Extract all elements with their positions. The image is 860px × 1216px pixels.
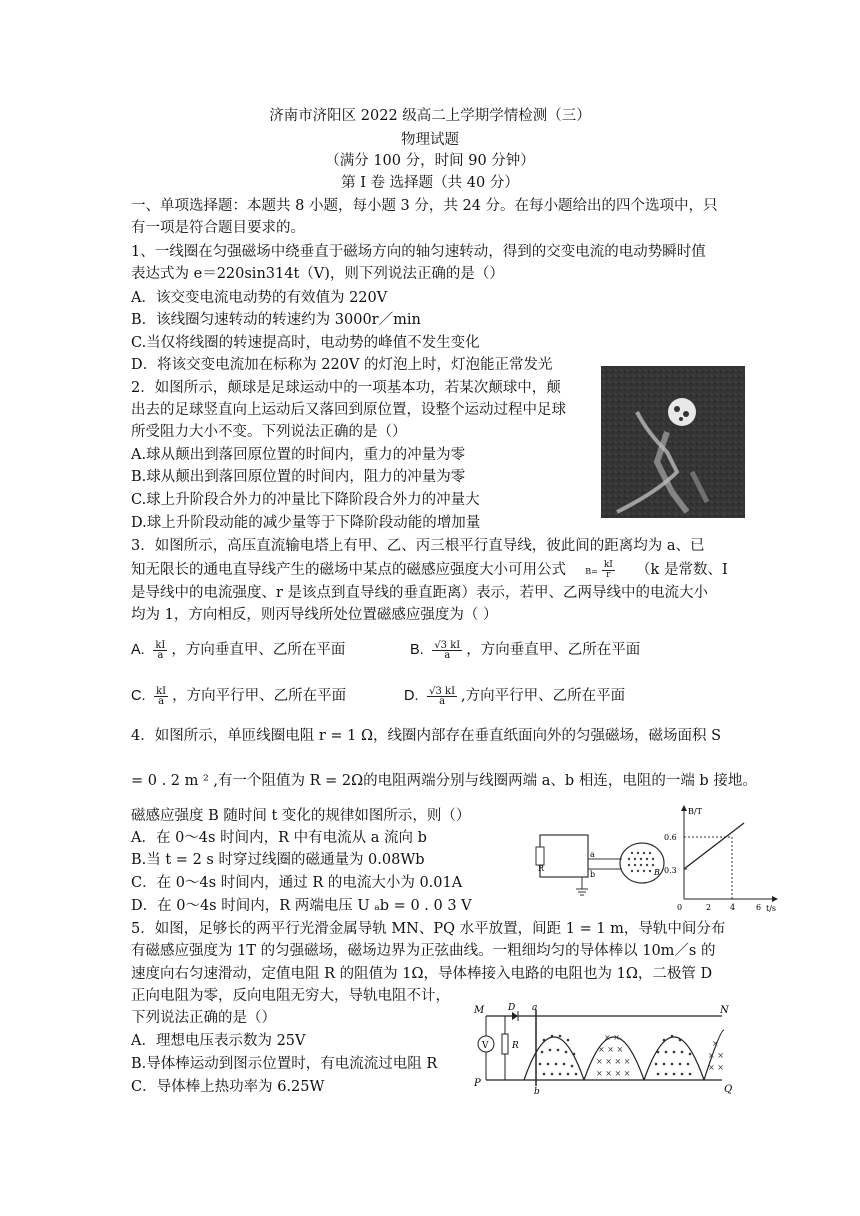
- q4-label-a: a: [590, 850, 595, 859]
- q3-stem-3: 是导线中的电流强度、r 是该点到直导线的垂直距离）表示，若甲、乙两导线中的电流大小: [131, 585, 709, 601]
- q4-label-B: B: [654, 868, 660, 877]
- formula-b: B=: [585, 567, 598, 576]
- q5-stem-5: 下列说法正确的是（）: [131, 1010, 276, 1026]
- q3-option-b: [410, 640, 640, 660]
- q3-option-b-numerator: √3 kI: [434, 639, 461, 651]
- q1-stem-1: 1、一线圈在匀强磁场中绕垂直于磁场方向的轴匀速转动，得到的交变电流的电动势瞬时值: [131, 244, 706, 260]
- q3-option-b-text: ，方向垂直甲、乙所在平面: [466, 642, 641, 658]
- svg-text:× ×: × ×: [708, 1063, 724, 1072]
- q5-label-a: a: [532, 1003, 538, 1013]
- q3-option-a-text: ，方向垂直甲、乙所在平面: [171, 642, 346, 658]
- q5-label-Q: Q: [724, 1084, 733, 1095]
- q3-option-c-text: ，方向平行甲、乙所在平面: [172, 688, 347, 704]
- q3-option-c-numerator: kI: [156, 685, 167, 697]
- q4-x-4: 4: [730, 903, 736, 912]
- q4-stem-3: 磁感应强度 B 随时间 t 变化的规律如图所示，则（）: [131, 808, 471, 824]
- q2-stem-2: 出去的足球竖直向上运动后又落回到原位置，设整个运动过程中足球: [131, 402, 566, 418]
- formula-numerator: kI: [603, 559, 613, 570]
- formula-denominator: r: [606, 569, 611, 580]
- q4-option-c: C．在 0～4s 时间内，通过 R 的电流大小为 0.01A: [131, 875, 463, 891]
- q3-option-a: [131, 640, 345, 660]
- q5-label-V: V: [482, 1041, 489, 1051]
- q3-option-a-fraction: [153, 641, 167, 660]
- q2-stem-1: 2．如图所示，颠球是足球运动中的一项基本功，若某次颠球中，颠: [131, 380, 561, 396]
- q5-rail-diagram: [472, 1000, 740, 1096]
- q3-stem-4: 均为 1，方向相反，则丙导线所处位置磁感应强度为（ ）: [131, 607, 498, 623]
- q5-stem-2: 有磁感应强度为 1T 的匀强磁场，磁场边界为正弦曲线。一粗细均匀的导体棒以 10m／s 的: [131, 943, 716, 959]
- q3-option-b-label: B.: [410, 642, 424, 658]
- q4-option-d: D．在 0～4s 时间内，R 两端电压 U ₐb = 0 . 0 3 V: [131, 898, 472, 914]
- q3-option-c: [131, 686, 346, 706]
- q3-stem-2-tail: （k 是常数、I: [636, 562, 728, 578]
- q5-option-c: C．导体棒上热功率为 6.25W: [131, 1079, 325, 1095]
- q2-option-a: A.球从颠出到落回原位置的时间内，重力的冲量为零: [131, 447, 466, 463]
- q4-circuit-and-graph: [534, 803, 784, 913]
- svg-text:× ×: × ×: [604, 1033, 620, 1042]
- q3-option-d-numerator: √3 kI: [429, 685, 456, 697]
- q3-option-d-fraction: [427, 687, 457, 706]
- q4-option-b: B.当 t = 2 s 时穿过线圈的磁通量为 0.08Wb: [131, 852, 425, 868]
- q3-option-a-label: A.: [131, 642, 145, 658]
- q5-stem-3: 速度向右匀速滑动，定值电阻 R 的阻值为 1Ω，导体棒接入电路的电阻也为 1Ω，二极管 D: [131, 966, 713, 982]
- q5-option-b: B.导体棒运动到图示位置时，有电流流过电阻 R: [131, 1056, 438, 1072]
- q3-option-b-denominator: a: [444, 649, 451, 661]
- q5-label-D: D: [508, 1003, 516, 1013]
- q4-stem-1: 4．如图所示，单匝线圈电阻 r = 1 Ω，线圈内部存在垂直纸面向外的匀强磁场，磁场面积 S: [131, 728, 722, 744]
- q1-option-c: C.当仅将线圈的转速提高时，电动势的峰值不发生变化: [131, 335, 480, 351]
- q2-option-d: D.球上升阶段动能的减少量等于下降阶段动能的增加量: [131, 515, 481, 531]
- q4-option-a: A．在 0～4s 时间内，R 中有电流从 a 流向 b: [131, 830, 427, 846]
- q3-option-c-denominator: a: [158, 695, 165, 707]
- q4-y-03: 0.3: [664, 866, 677, 875]
- svg-text:× × × ×: × × × ×: [596, 1057, 631, 1066]
- instructions-line-2: 有一项是符合题目要求的。: [131, 220, 305, 236]
- q3-option-d-label: D.: [404, 688, 419, 704]
- q3-stem-2-text: 知无限长的通电直导线产生的磁场中某点的磁感应强度大小可用公式: [131, 562, 566, 578]
- svg-text:× × × ×: × × × ×: [596, 1069, 631, 1078]
- q2-stem-3: 所受阻力大小不变。下列说法正确的是（）: [131, 424, 407, 440]
- q2-option-b: B.球从颠出到落回原位置的时间内，阻力的冲量为零: [131, 469, 466, 485]
- q3-option-d-denominator: a: [439, 695, 446, 707]
- q5-stem-1: 5．如图，足够长的两平行光滑金属导轨 MN、PQ 水平放置，间距 1 = 1 m，导轨中间分布: [131, 921, 726, 937]
- q3-option-a-denominator: a: [157, 649, 164, 661]
- q5-label-b: b: [534, 1087, 540, 1096]
- q5-option-a: A．理想电压表示数为 25V: [131, 1033, 306, 1049]
- q3-stem-2: [131, 560, 728, 582]
- q4-axis-x: t/s: [766, 904, 777, 913]
- q3-option-b-fraction: [432, 641, 462, 660]
- q3-option-d-text: ,方向平行甲、乙所在平面: [461, 688, 626, 704]
- q5-stem-4: 正向电阻为零，反向电阻无穷大，导轨电阻不计，: [131, 988, 450, 1004]
- soccer-juggling-photo: [597, 362, 749, 522]
- q5-label-P: P: [474, 1078, 481, 1089]
- section-title: 第 I 卷 选择题（共 40 分）: [341, 175, 519, 191]
- q4-x-6: 6: [756, 903, 762, 912]
- subject-title: 物理试题: [401, 132, 459, 148]
- q5-label-N: N: [720, 1005, 729, 1016]
- q4-x-2: 2: [706, 903, 712, 912]
- q4-axis-y: B/T: [688, 807, 702, 816]
- q1-option-d: D．将该交变电流加在标称为 220V 的灯泡上时，灯泡能正常发光: [131, 357, 553, 373]
- svg-text:×: ×: [712, 1039, 719, 1048]
- q2-option-c: C.球上升阶段合外力的冲量比下降阶段合外力的冲量大: [131, 492, 480, 508]
- svg-text:× ×: × ×: [708, 1051, 724, 1060]
- q1-option-b: B．该线圈匀速转动的转速约为 3000r／min: [131, 312, 421, 328]
- q3-stem-1: 3．如图所示，高压直流输电塔上有甲、乙、丙三根平行直导线，彼此间的距离均为 a、已: [131, 538, 705, 554]
- instructions-line-1: 一、单项选择题：本题共 8 小题，每小题 3 分，共 24 分。在每小题给出的四个选项中，只: [131, 198, 718, 214]
- q5-label-R: R: [512, 1041, 519, 1051]
- q4-x-0: 0: [677, 903, 683, 912]
- q3-option-a-numerator: kI: [155, 639, 166, 651]
- q3-option-c-fraction: [154, 687, 168, 706]
- exam-info: （满分 100 分，时间 90 分钟）: [325, 153, 535, 169]
- q5-label-M: M: [474, 1005, 485, 1016]
- formula-fraction: [602, 561, 615, 580]
- q3-option-c-label: C.: [131, 688, 146, 704]
- q4-stem-2: = 0 . 2 m ² ,有一个阻值为 R = 2Ω的电阻两端分别与线圈两端 a、b 相连，电阻的一端 b 接地。: [131, 773, 757, 789]
- q1-option-a: A．该交变电流电动势的有效值为 220V: [131, 290, 388, 306]
- exam-title: 济南市济阳区 2022 级高二上学期学情检测（三）: [269, 108, 591, 124]
- q4-label-R: R: [538, 864, 545, 873]
- q3-option-d: [404, 686, 625, 706]
- q1-stem-2: 表达式为 e＝220sin314t（V)，则下列说法正确的是（）: [131, 266, 504, 282]
- q4-label-b: b: [590, 870, 596, 879]
- q4-y-06: 0.6: [664, 833, 677, 842]
- svg-text:× × ×: × × ×: [598, 1045, 624, 1054]
